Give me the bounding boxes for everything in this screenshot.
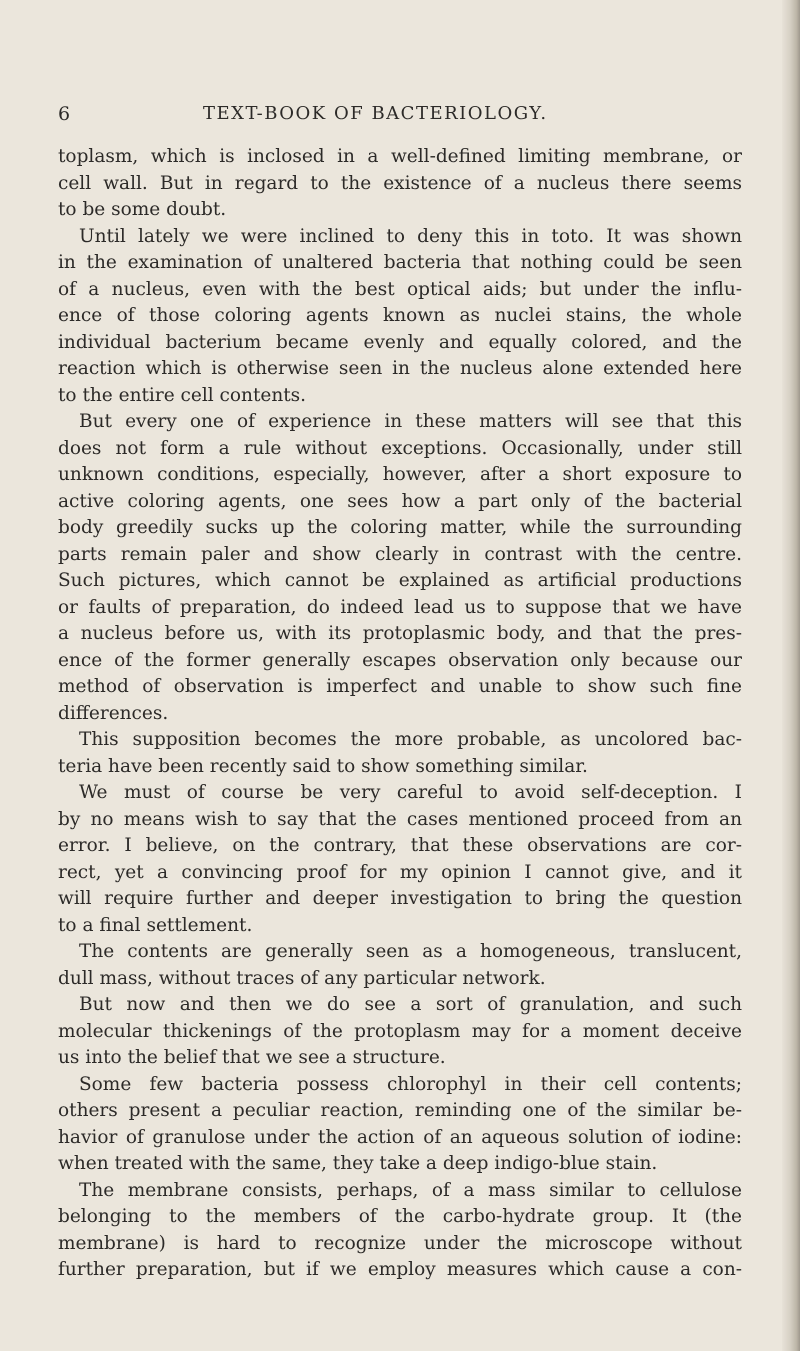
text-line: molecular thickenings of the protoplasm may for a moment deceive: [58, 1020, 742, 1042]
text-line: reaction which is otherwise seen in the nucleus alone extended here: [58, 358, 742, 379]
text-line: active coloring agents, one sees how a part only of the bacterial: [58, 490, 742, 512]
text-line: to a final settlement.: [58, 914, 253, 936]
text-line: to be some doubt.: [58, 199, 227, 220]
text-line: rect, yet a convincing proof for my opinion I cannot give, and it: [58, 861, 742, 883]
text-line: Such pictures, which cannot be explained as artificial productions: [58, 570, 742, 591]
text-line: This supposition becomes the more probable, as uncolored bac-: [79, 729, 742, 750]
text-line: unknown conditions, especially, however, after a short exposure to: [58, 464, 742, 485]
body-text: [58, 144, 742, 1284]
text-line: others present a peculiar reaction, reminding one of the similar be-: [58, 1100, 742, 1121]
text-line: havior of granulose under the action of an aqueous solution of iodine:: [58, 1126, 742, 1148]
text-line: method of observation is imperfect and unable to show such fine: [58, 676, 742, 697]
text-line: individual bacterium became evenly and equally colored, and the: [58, 331, 742, 353]
text-line: will require further and deeper investigation to bring the question: [58, 888, 742, 909]
page-edge-shadow: [782, 0, 800, 1351]
text-line: membrane) is hard to recognize under the microscope without: [58, 1232, 742, 1254]
text-line: of a nucleus, even with the best optical aids; but under the influ-: [58, 278, 742, 300]
running-title: TEXT-BOOK OF BACTERIOLOGY.: [203, 103, 548, 124]
page-number: 6: [58, 103, 72, 125]
text-line: when treated with the same, they take a deep indigo-blue stain.: [58, 1153, 658, 1174]
text-line: cell wall. But in regard to the existence of a nucleus there seems: [58, 172, 742, 194]
text-line: or faults of preparation, do indeed lead us to suppose that we have: [58, 596, 742, 618]
text-line: Some few bacteria possess chlorophyl in their cell contents;: [79, 1073, 742, 1095]
text-line: ence of those coloring agents known as nuclei stains, the whole: [58, 305, 742, 326]
text-line: Until lately we were inclined to deny this in toto. It was shown: [79, 225, 742, 247]
text-line: But now and then we do see a sort of granulation, and such: [79, 994, 742, 1015]
text-line: The membrane consists, perhaps, of a mass similar to cellulose: [79, 1179, 742, 1201]
text-line: error. I believe, on the contrary, that these observations are cor-: [58, 835, 742, 856]
text-line: dull mass, without traces of any particular network.: [58, 967, 546, 989]
text-line: belonging to the members of the carbo-hydrate group. It (the: [58, 1206, 742, 1227]
text-line: further preparation, but if we employ measures which cause a con-: [58, 1259, 742, 1280]
text-line: in the examination of unaltered bacteria that nothing could be seen: [58, 252, 742, 273]
text-line: parts remain paler and show clearly in contrast with the centre.: [58, 543, 742, 565]
text-line: by no means wish to say that the cases mentioned proceed from an: [58, 808, 742, 830]
text-line: But every one of experience in these matters will see that this: [79, 411, 742, 432]
text-line: body greedily sucks up the coloring matter, while the surrounding: [58, 517, 742, 538]
text-line: teria have been recently said to show something similar.: [58, 755, 588, 777]
page-header: [58, 103, 730, 133]
text-line: a nucleus before us, with its protoplasmic body, and that the pres-: [58, 623, 742, 644]
text-line: to the entire cell contents.: [58, 384, 307, 406]
text-line: ence of the former generally escapes observation only because our: [58, 649, 742, 671]
text-line: us into the belief that we see a structure.: [58, 1047, 446, 1068]
text-line: does not form a rule without exceptions. Occasionally, under still: [58, 437, 742, 459]
text-line: toplasm, which is inclosed in a well-defined limiting membrane, or: [58, 146, 742, 167]
text-line: The contents are generally seen as a homogeneous, translucent,: [79, 941, 742, 962]
text-line: We must of course be very careful to avoid self-deception. I: [79, 782, 742, 803]
text-line: differences.: [58, 702, 169, 724]
